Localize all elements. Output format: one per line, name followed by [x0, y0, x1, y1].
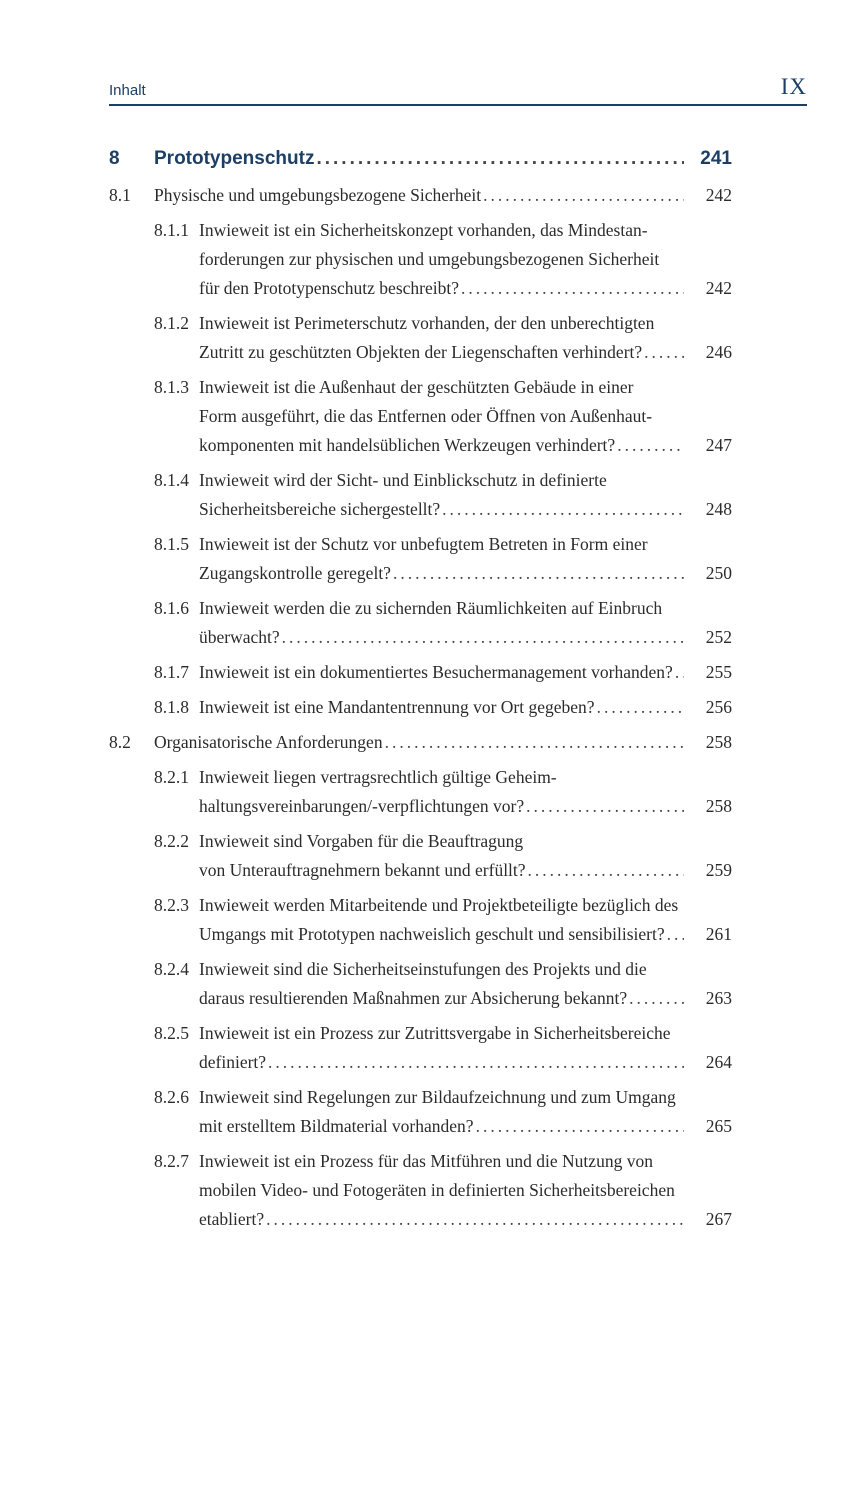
section-title: Organisatorische Anforderungen: [154, 732, 383, 752]
section-title: Physische und umgebungsbezogene Sicherheit: [154, 185, 482, 205]
subsection-page: 246: [705, 342, 732, 362]
subsection-title-line: Inwieweit ist Perimeterschutz vorhanden, der den unberechtigten: [199, 313, 655, 333]
subsection-last-line: [199, 984, 732, 1013]
subsection-title-line: Inwieweit ist die Außenhaut der geschützten Gebäude in einer: [199, 377, 634, 397]
subsection-title-line: mit erstelltem Bildmaterial vorhanden?: [199, 1116, 474, 1136]
subsection-number: 8.2.6: [154, 1087, 189, 1107]
dot-leader: [461, 274, 684, 303]
chapter-entry[interactable]: [109, 143, 732, 175]
subsection-title-line: daraus resultierenden Maßnahmen zur Absicherung bekannt?: [199, 988, 628, 1008]
subsection-title-line: Inwieweit liegen vertragsrechtlich gültige Geheim-: [199, 767, 557, 787]
subsection-last-line: [199, 920, 732, 949]
subsection-last-line: [199, 1205, 732, 1234]
section-number: 8.2: [109, 732, 131, 752]
subsection-title-line: Inwieweit ist ein Prozess für das Mitführen und die Nutzung von: [199, 1151, 653, 1171]
subsection-title-line: mobilen Video- und Fotogeräten in definierten Sicherheitsbereichen: [199, 1180, 675, 1200]
subsection-title-line: Zugangskontrolle geregelt?: [199, 563, 391, 583]
subsection-title-line: Inwieweit ist ein Sicherheitskonzept vorhanden, das Mindestan-: [199, 220, 648, 240]
subsection-entry[interactable]: [109, 693, 732, 722]
section-line: [154, 728, 732, 757]
dot-leader: [667, 920, 684, 949]
subsection-title-line: von Unterauftragnehmern bekannt und erfüllt?: [199, 860, 526, 880]
subsection-last-line: [199, 792, 732, 821]
subsection-entry[interactable]: [109, 373, 732, 460]
subsection-title-line: Inwieweit werden Mitarbeitende und Projektbeteiligte bezüglich des: [199, 895, 679, 915]
subsection-title-line: Inwieweit ist ein Prozess zur Zutrittsvergabe in Sicherheitsbereiche: [199, 1023, 671, 1043]
section-entry[interactable]: [109, 181, 732, 210]
dot-leader: [316, 143, 684, 175]
subsection-number: 8.1.5: [154, 534, 189, 554]
subsection-body: [199, 1019, 732, 1077]
subsection-entry[interactable]: [109, 530, 732, 588]
subsection-body: [199, 658, 732, 687]
subsection-title-line: komponenten mit handelsüblichen Werkzeugen verhindert?: [199, 435, 616, 455]
subsection-number: 8.1.2: [154, 313, 189, 333]
subsection-body: [199, 594, 732, 652]
dot-leader: [526, 792, 684, 821]
subsection-body: [199, 309, 732, 367]
subsection-entry[interactable]: [109, 466, 732, 524]
section-entry[interactable]: [109, 728, 732, 757]
subsection-page: 265: [705, 1116, 732, 1136]
dot-leader: [393, 559, 684, 588]
subsection-page: 256: [705, 697, 732, 717]
subsection-title-line: Form ausgeführt, die das Entfernen oder Öffnen von Außenhaut-: [199, 406, 653, 426]
subsection-page: 255: [705, 662, 732, 682]
subsection-entry[interactable]: [109, 1083, 732, 1141]
running-header: [109, 72, 807, 106]
subsection-page: 263: [705, 988, 732, 1008]
section-body: [154, 728, 732, 757]
subsection-page: 248: [705, 499, 732, 519]
subsection-page: 259: [705, 860, 732, 880]
chapter-page: 241: [700, 148, 732, 169]
subsection-title-line: definiert?: [199, 1052, 267, 1072]
subsection-entry[interactable]: [109, 594, 732, 652]
subsection-page: 247: [705, 435, 732, 455]
subsection-body: [199, 763, 732, 821]
subsection-number: 8.2.2: [154, 831, 189, 851]
subsection-title-line: Umgangs mit Prototypen nachweislich geschult und sensibilisiert?: [199, 924, 665, 944]
subsection-body: [199, 891, 732, 949]
subsection-entry[interactable]: [109, 763, 732, 821]
subsection-title-line: Zutritt zu geschützten Objekten der Liegenschaften verhindert?: [199, 342, 643, 362]
subsection-last-line: [199, 431, 732, 460]
chapter-number: 8: [109, 148, 120, 169]
dot-leader: [442, 495, 684, 524]
subsection-title-line: Inwieweit sind Regelungen zur Bildaufzeichnung und zum Umgang: [199, 1087, 676, 1107]
subsection-page: 252: [705, 627, 732, 647]
section-number: 8.1: [109, 185, 131, 205]
subsection-number: 8.1.3: [154, 377, 189, 397]
subsection-entry[interactable]: [109, 955, 732, 1013]
subsection-number: 8.1.6: [154, 598, 189, 618]
header-page-number: IX: [780, 74, 807, 99]
dot-leader: [644, 338, 684, 367]
subsection-title-line: Inwieweit ist der Schutz vor unbefugtem Betreten in Form einer: [199, 534, 648, 554]
subsection-page: 261: [705, 924, 732, 944]
subsection-title-line: forderungen zur physischen und umgebungsbezogenen Sicherheit: [199, 249, 660, 269]
subsection-body: [199, 1083, 732, 1141]
table-of-contents: [109, 143, 732, 1234]
subsection-entry[interactable]: [109, 891, 732, 949]
subsection-title-line: Inwieweit ist eine Mandantentrennung vor Ort gegeben?: [199, 697, 595, 717]
subsection-page: 258: [705, 796, 732, 816]
subsection-number: 8.1.7: [154, 662, 189, 682]
subsection-last-line: [199, 693, 732, 722]
subsection-number: 8.1.8: [154, 697, 189, 717]
subsection-body: [199, 1147, 732, 1234]
subsection-last-line: [199, 1112, 732, 1141]
subsection-title-line: etabliert?: [199, 1209, 265, 1229]
subsection-title-line: überwacht?: [199, 627, 280, 647]
subsection-last-line: [199, 338, 732, 367]
dot-leader: [483, 181, 684, 210]
subsection-title-line: Inwieweit wird der Sicht- und Einblickschutz in definierte: [199, 470, 607, 490]
subsection-last-line: [199, 274, 732, 303]
subsection-number: 8.1.1: [154, 220, 189, 240]
subsection-last-line: [199, 559, 732, 588]
section-body: [154, 181, 732, 210]
subsection-page: 267: [705, 1209, 732, 1229]
subsection-title-line: haltungsvereinbarungen/-verpflichtungen vor?: [199, 796, 525, 816]
subsection-body: [199, 216, 732, 303]
subsection-title-line: Inwieweit sind Vorgaben für die Beauftragung: [199, 831, 524, 851]
subsection-body: [199, 955, 732, 1013]
subsection-last-line: [199, 623, 732, 652]
section-page: 242: [705, 185, 732, 205]
dot-leader: [528, 856, 684, 885]
subsection-body: [199, 373, 732, 460]
subsection-entry[interactable]: [109, 216, 732, 303]
subsection-entry[interactable]: [109, 309, 732, 367]
subsection-last-line: [199, 658, 732, 687]
subsection-body: [199, 466, 732, 524]
section-page: 258: [705, 732, 732, 752]
dot-leader: [617, 431, 684, 460]
subsection-number: 8.2.3: [154, 895, 189, 915]
subsection-body: [199, 693, 732, 722]
subsection-entry[interactable]: [109, 1019, 732, 1077]
subsection-page: 264: [705, 1052, 732, 1072]
subsection-entry[interactable]: [109, 827, 732, 885]
dot-leader: [268, 1048, 684, 1077]
subsection-number: 8.2.7: [154, 1151, 189, 1171]
subsection-title-line: Inwieweit ist ein dokumentiertes Besuchermanagement vorhanden?: [199, 662, 673, 682]
subsection-entry[interactable]: [109, 1147, 732, 1234]
section-line: [154, 181, 732, 210]
subsection-body: [199, 827, 732, 885]
chapter-title: Prototypenschutz: [154, 148, 315, 169]
dot-leader: [629, 984, 684, 1013]
dot-leader: [282, 623, 684, 652]
subsection-number: 8.1.4: [154, 470, 189, 490]
subsection-body: [199, 530, 732, 588]
subsection-title-line: Sicherheitsbereiche sichergestellt?: [199, 499, 441, 519]
subsection-title-line: Inwieweit werden die zu sichernden Räumlichkeiten auf Einbruch: [199, 598, 663, 618]
subsection-title-line: Inwieweit sind die Sicherheitseinstufungen des Projekts und die: [199, 959, 647, 979]
dot-leader: [597, 693, 684, 722]
dot-leader: [266, 1205, 684, 1234]
subsection-number: 8.2.5: [154, 1023, 189, 1043]
dot-leader: [675, 658, 684, 687]
dot-leader: [476, 1112, 684, 1141]
subsection-number: 8.2.1: [154, 767, 189, 787]
subsection-page: 250: [705, 563, 732, 583]
subsection-last-line: [199, 1048, 732, 1077]
subsection-number: 8.2.4: [154, 959, 189, 979]
subsection-title-line: für den Prototypenschutz beschreibt?: [199, 278, 459, 298]
subsection-entry[interactable]: [109, 658, 732, 687]
subsection-page: 242: [705, 278, 732, 298]
subsection-last-line: [199, 856, 732, 885]
dot-leader: [385, 728, 684, 757]
subsection-last-line: [199, 495, 732, 524]
header-label: Inhalt: [109, 82, 146, 99]
